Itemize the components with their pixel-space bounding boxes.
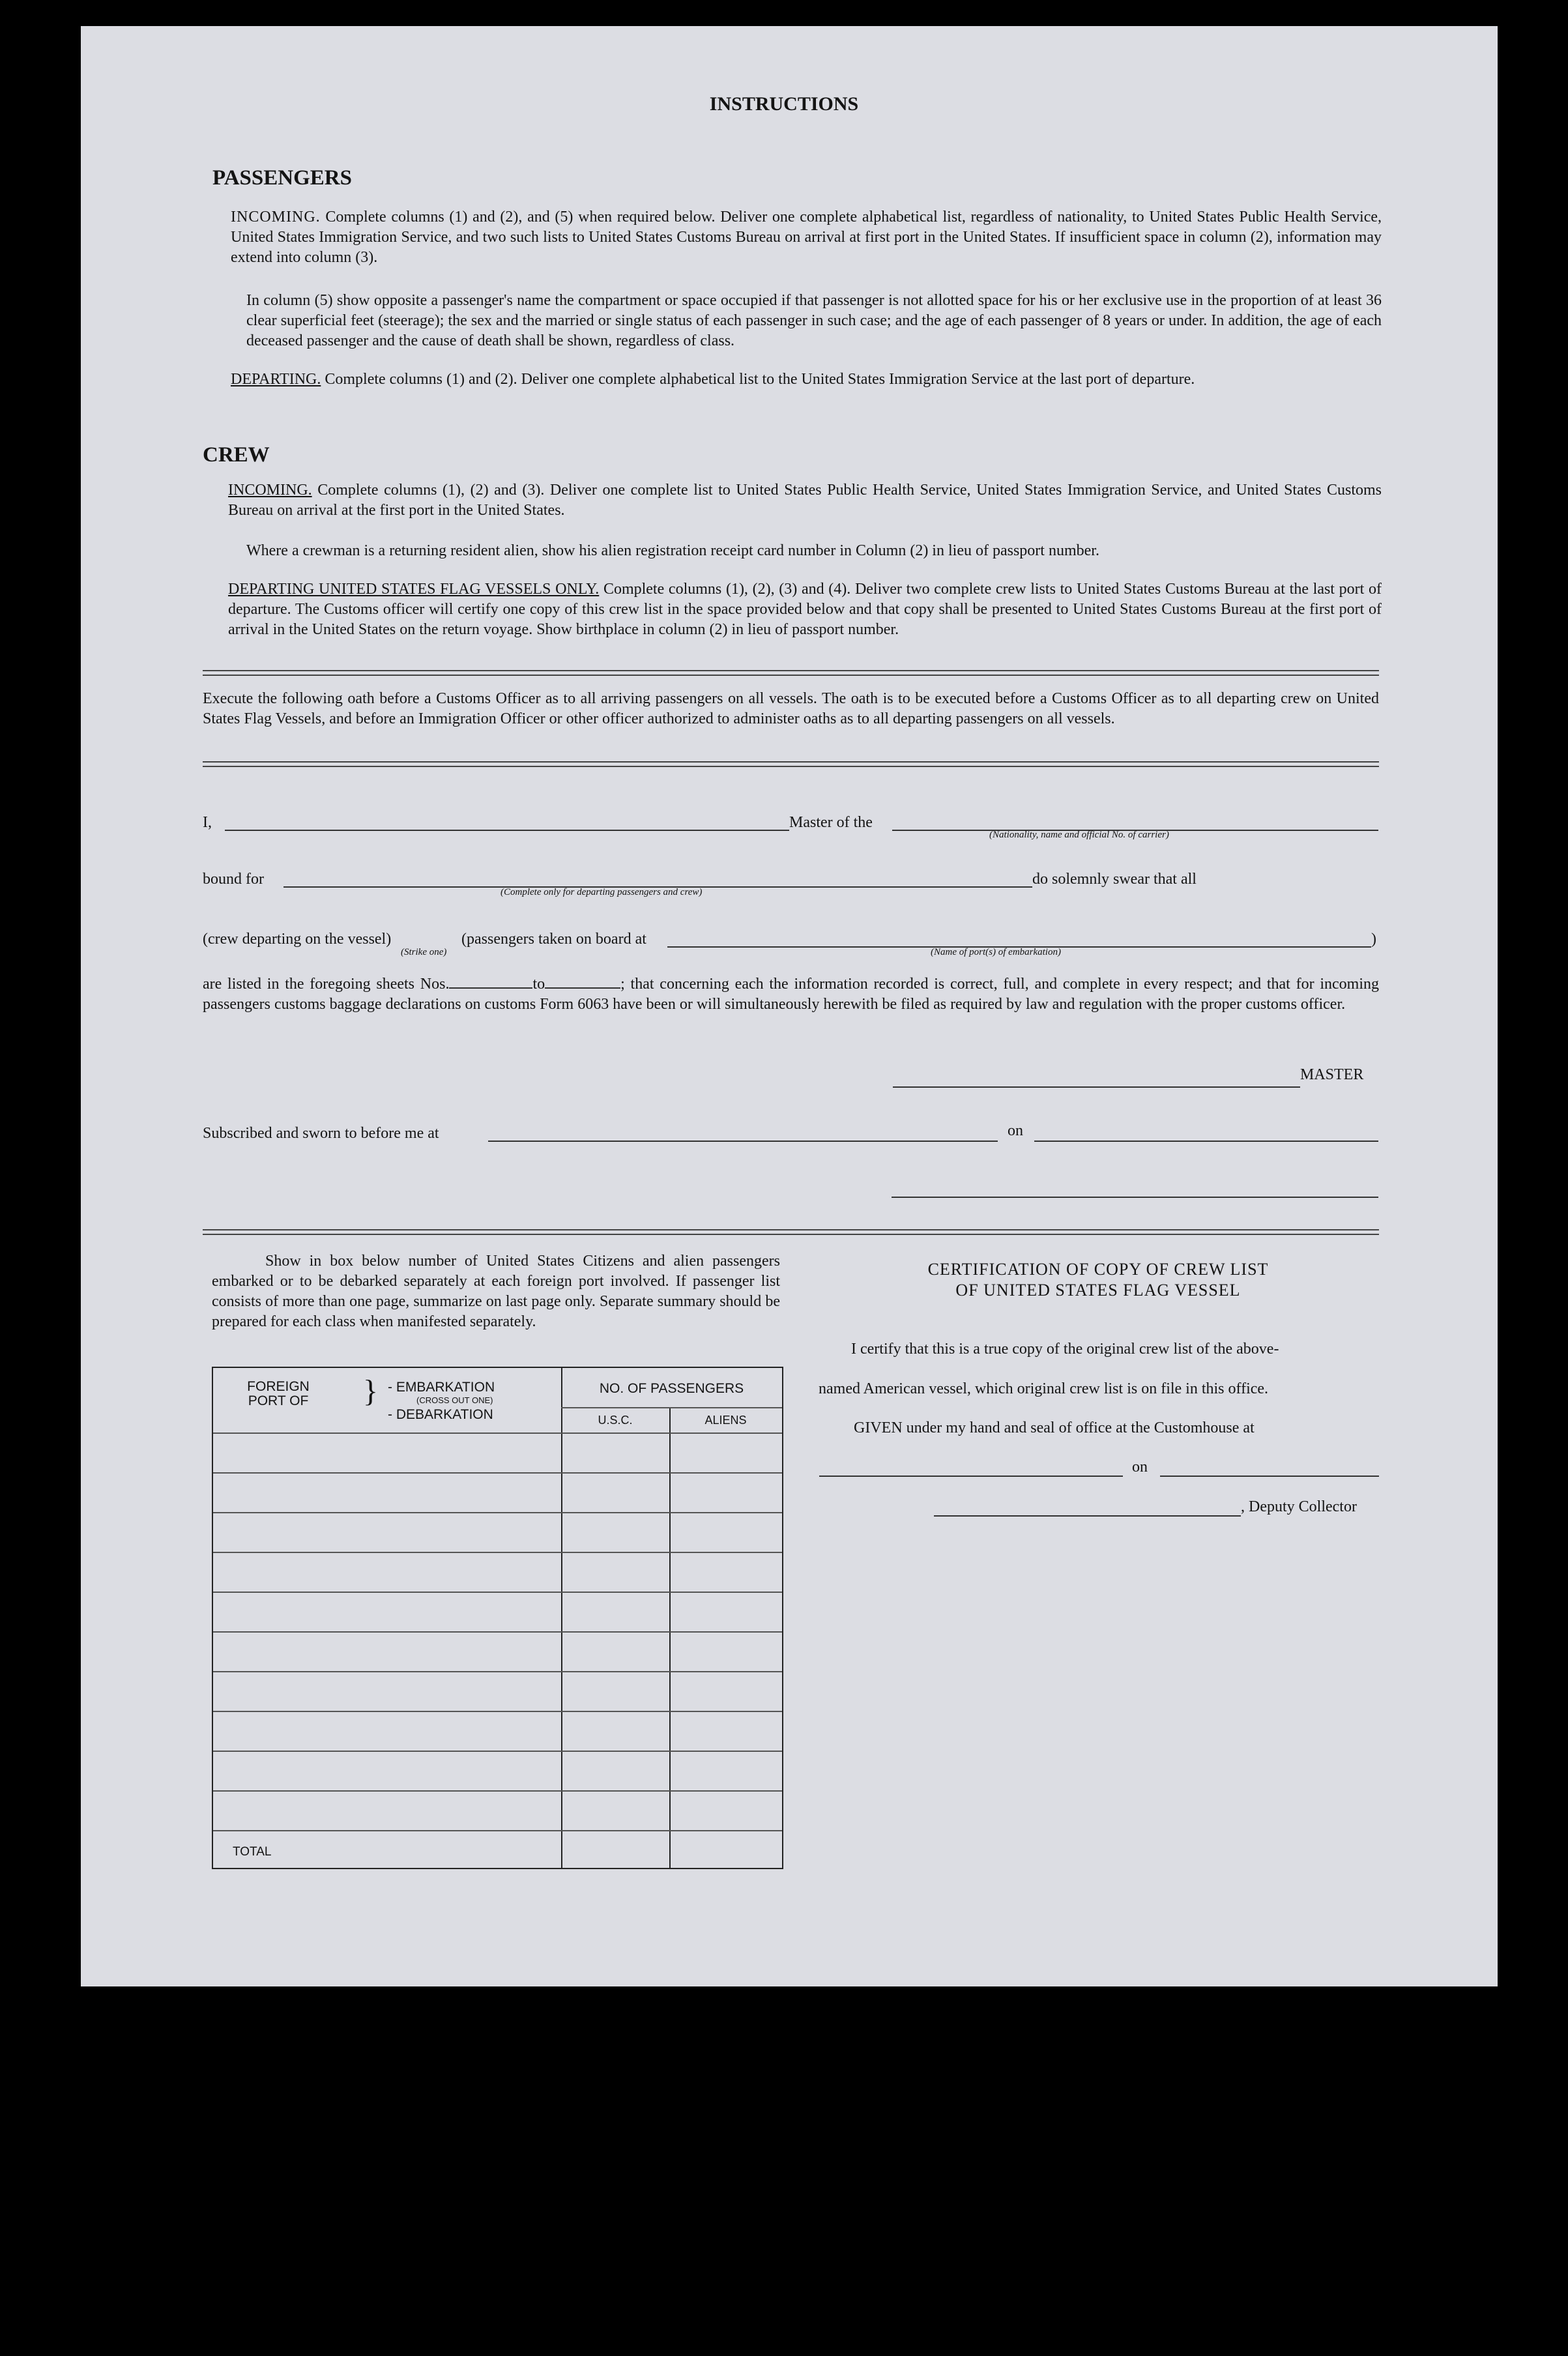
passengers-column5-paragraph: In column (5) show opposite a passenger's name the compartment or space occupied if that passenger is not allotted space for his or her exclusive use in the proportion of at least 36 clear superficial feet (steerage); the sex and the married or single status of each passenger in such case; and the age of each passenger of 8 years or under. In addition, the age of each deceased passenger and the cause of death shall be shown, regardless of class. bbox=[246, 292, 1382, 349]
header-divider bbox=[561, 1407, 782, 1408]
sheet-from-field[interactable] bbox=[449, 974, 532, 989]
officer-signature-field[interactable] bbox=[892, 1197, 1378, 1198]
table-row bbox=[213, 1592, 782, 1593]
master-signature-field[interactable] bbox=[893, 1086, 1300, 1088]
crew-departing-option: (crew departing on the vessel) bbox=[203, 931, 392, 948]
certification-title-line1: CERTIFICATION OF COPY OF CREW LIST bbox=[927, 1260, 1269, 1279]
passengers-incoming-paragraph bbox=[231, 207, 1382, 268]
to-label: to bbox=[532, 976, 545, 993]
deputy-collector-label: , Deputy Collector bbox=[1241, 1498, 1357, 1515]
certification-given: GIVEN under my hand and seal of office at the Customhouse at bbox=[854, 1419, 1255, 1436]
crew-incoming-paragraph bbox=[228, 480, 1382, 521]
deputy-collector-signature-field[interactable] bbox=[934, 1515, 1241, 1517]
table-row bbox=[213, 1830, 782, 1831]
brace-icon: } bbox=[363, 1374, 379, 1408]
passengers-departing-paragraph bbox=[231, 370, 1382, 390]
summary-instructions: Show in box below number of United States Citizens and alien passengers embarked or to be debarked separately at each foreign port involved. If passenger list consists of more than one page, summarize on last page only. Separate summary should be prepared for each class when manifested separately. bbox=[212, 1253, 780, 1330]
swear-label: do solemnly swear that all bbox=[1032, 871, 1197, 888]
bound-for-label: bound for bbox=[203, 871, 264, 888]
certification-date-field[interactable] bbox=[1160, 1476, 1379, 1477]
certification-title-line2: OF UNITED STATES FLAG VESSEL bbox=[955, 1281, 1241, 1300]
sworn-location-field[interactable] bbox=[488, 1141, 998, 1142]
nationality-hint: (Nationality, name and official No. of carrier) bbox=[989, 830, 1169, 840]
crew-resident-paragraph: Where a crewman is a returning resident alien, show his alien registration receipt card number in Column (2) in lieu of passport number. bbox=[246, 542, 1099, 559]
sheet-to-field[interactable] bbox=[545, 974, 620, 989]
double-rule bbox=[203, 761, 1379, 767]
table-row bbox=[213, 1631, 782, 1633]
passenger-summary-table bbox=[212, 1367, 783, 1869]
passengers-count-header: NO. OF PASSENGERS bbox=[599, 1381, 744, 1396]
passengers-taken-option: (passengers taken on board at bbox=[461, 931, 646, 948]
aliens-header: ALIENS bbox=[704, 1414, 747, 1427]
sworn-date-field[interactable] bbox=[1034, 1141, 1378, 1142]
passengers-departing-text: Complete columns (1) and (2). Deliver one complete alphabetical list to the United States Immigration Service at the last port of departure. bbox=[325, 371, 1195, 388]
sworn-on-label: on bbox=[1008, 1122, 1023, 1139]
passengers-incoming-text: Complete columns (1) and (2), and (5) when required below. Deliver one complete alphabetical list, regardless of nationality, to United States Public Health Service, United States Immigration Service, and two such lists to United States Customs Bureau on arrival at first port in the United States. If insufficient space in column (2), information may extend into column (3). bbox=[231, 209, 1382, 266]
master-name-field[interactable] bbox=[225, 830, 789, 831]
table-row bbox=[213, 1472, 782, 1474]
crew-departing-text: Complete columns (1), (2), (3) and (4). Deliver two complete crew lists to United States Customs Bureau at the last port of departure. The Customs officer will certify one copy of this crew list in the space provided below and that copy shall be presented to United States Customs Bureau at the first port of arrival in the United States on the return voyage. Show birthplace in column (2) in lieu of passport number. bbox=[228, 581, 1382, 638]
certification-text-1: I certify that this is a true copy of the original crew list of the above- bbox=[851, 1341, 1279, 1358]
crew-heading: CREW bbox=[203, 443, 270, 467]
instructions-title: INSTRUCTIONS bbox=[709, 93, 859, 115]
table-row bbox=[213, 1512, 782, 1513]
crew-departing-lead: DEPARTING UNITED STATES FLAG VESSELS ONLY. bbox=[228, 581, 600, 598]
crew-departing-paragraph bbox=[228, 579, 1382, 640]
passengers-heading: PASSENGERS bbox=[212, 166, 352, 190]
certification-text-2: named American vessel, which original crew list is on file in this office. bbox=[819, 1380, 1269, 1397]
listed-rest: ; that concerning each the information recorded is correct, full, and complete in every respect; and that for incoming passengers customs baggage declarations on customs Form 6063 have been or will simultaneously herewith be filed as required by law and regulation with the proper customs officer. bbox=[203, 976, 1379, 1013]
embarkation-label: - EMBARKATION bbox=[388, 1380, 495, 1395]
table-row bbox=[213, 1552, 782, 1553]
master-of-label: Master of the bbox=[789, 814, 873, 831]
oath-i-label: I, bbox=[203, 814, 212, 831]
certification-title bbox=[818, 1259, 1378, 1301]
usc-header: U.S.C. bbox=[598, 1414, 633, 1427]
listed-paragraph bbox=[203, 974, 1379, 1015]
double-rule bbox=[203, 670, 1379, 676]
port-hint: (Name of port(s) of embarkation) bbox=[931, 947, 1061, 957]
customhouse-location-field[interactable] bbox=[819, 1476, 1123, 1477]
column-divider bbox=[669, 1407, 671, 1868]
table-row bbox=[213, 1790, 782, 1792]
column-divider bbox=[561, 1368, 562, 1868]
crew-incoming-text: Complete columns (1), (2) and (3). Deliver one complete list to United States Public Health Service, United States Immigration Service, and United States Customs Bureau on arrival at the first port in the United States. bbox=[228, 482, 1382, 519]
table-row bbox=[213, 1711, 782, 1712]
total-label: TOTAL bbox=[233, 1845, 272, 1859]
subscribed-label: Subscribed and sworn to before me at bbox=[203, 1125, 439, 1142]
table-row bbox=[213, 1671, 782, 1672]
master-label: MASTER bbox=[1300, 1066, 1364, 1083]
table-row bbox=[213, 1751, 782, 1752]
certification-on-label: on bbox=[1132, 1459, 1148, 1476]
debarkation-label: - DEBARKATION bbox=[388, 1407, 493, 1422]
cross-out-note: (CROSS OUT ONE) bbox=[416, 1395, 493, 1405]
close-paren: ) bbox=[1371, 931, 1376, 948]
passengers-departing-lead: DEPARTING. bbox=[231, 371, 321, 388]
strike-hint: (Strike one) bbox=[401, 947, 447, 957]
passengers-incoming-lead: INCOMING. bbox=[231, 209, 321, 225]
departing-hint: (Complete only for departing passengers and crew) bbox=[501, 887, 703, 897]
table-row bbox=[213, 1433, 782, 1434]
double-rule bbox=[203, 1229, 1379, 1235]
crew-incoming-lead: INCOMING. bbox=[228, 482, 312, 499]
foreign-port-header: FOREIGN PORT OF bbox=[247, 1379, 310, 1408]
listed-prefix: are listed in the foregoing sheets Nos. bbox=[203, 976, 450, 993]
oath-intro: Execute the following oath before a Customs Officer as to all arriving passengers on all vessels. The oath is to be executed before a Customs Officer as to all departing crew on United States Flag Vessels, and before an Immigration Officer or other officer authorized to administer oaths as to all departing passengers on all vessels. bbox=[203, 690, 1379, 727]
